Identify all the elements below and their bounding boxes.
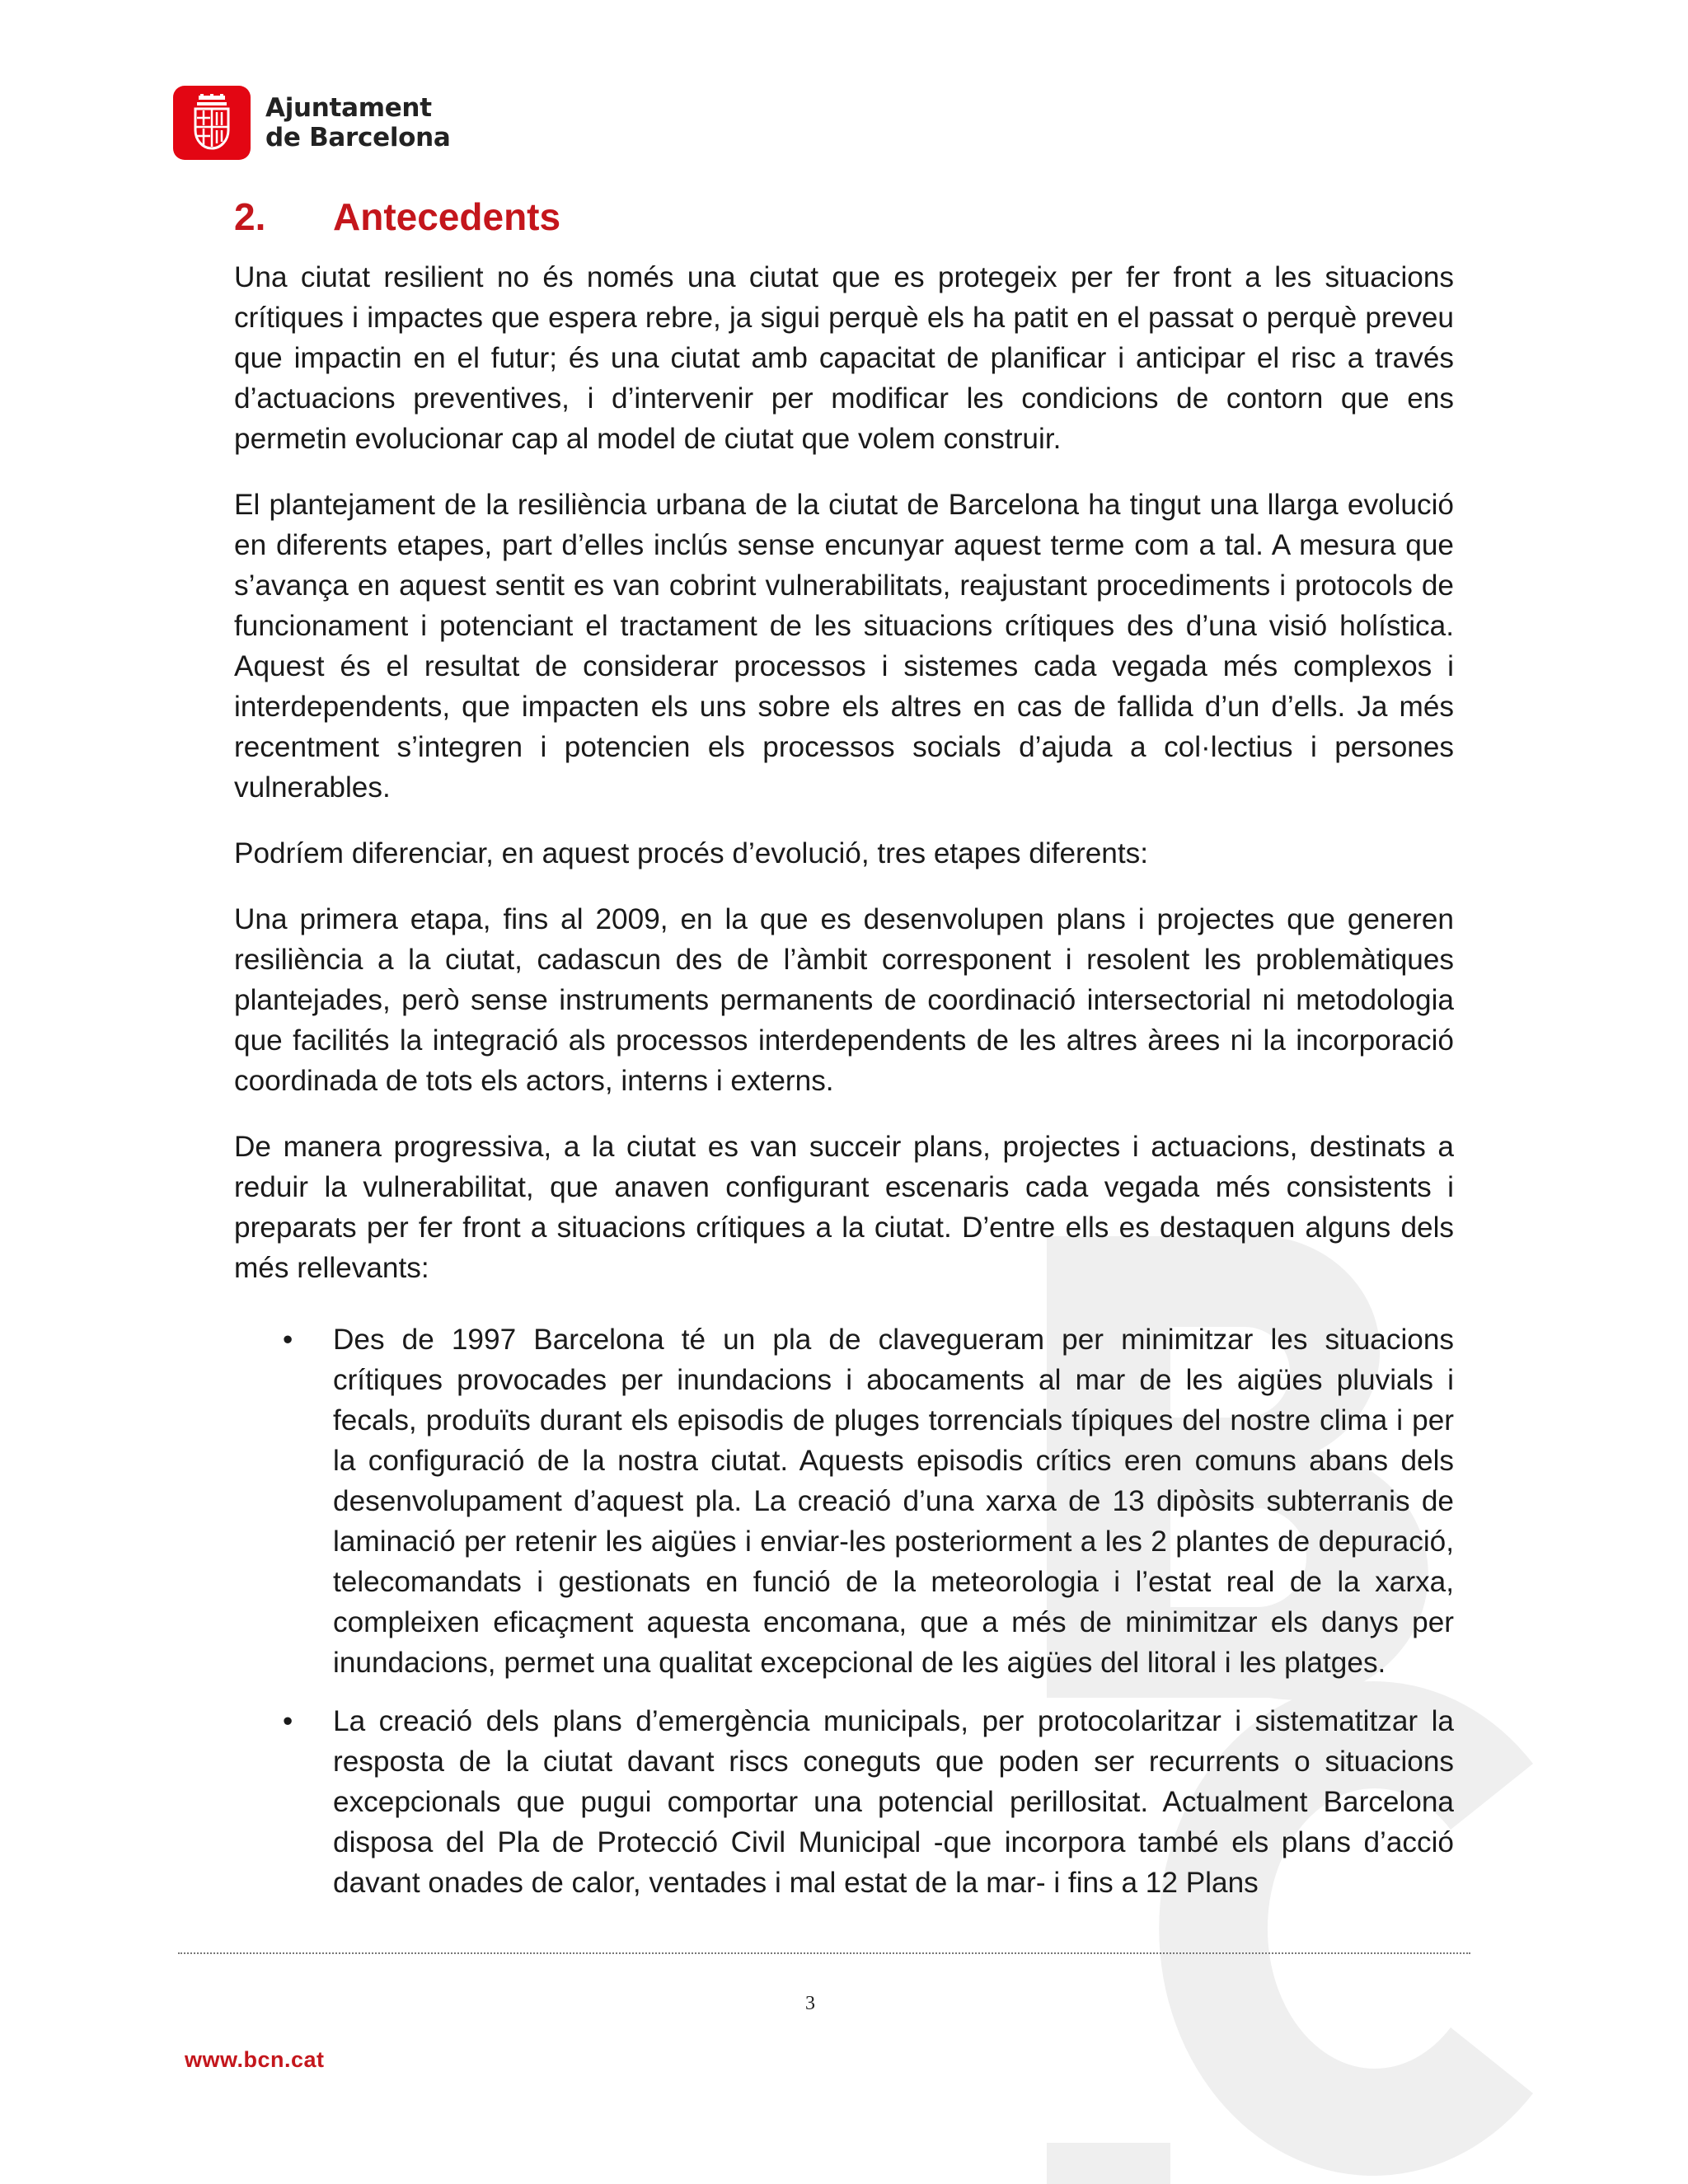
section-title: Antecedents	[333, 195, 561, 238]
ajuntament-logo[interactable]	[173, 86, 451, 160]
bullet-icon: •	[283, 1324, 293, 1356]
list-item-text: Des de 1997 Barcelona té un pla de clavegueram per minimitzar les situacions crítiques provocades per inundacions i abocaments al mar de les aigües pluvials i fecals, produïts durant els episodis de pluges torrencials típiques del nostre clima i per la configuració de la nostra ciutat. Aquests episodis crítics eren comuns abans dels desenvolupament d’aquest pla. La creació d’una xarxa de 13 dipòsits subterranis de laminació per retenir les aigües i enviar-les posteriorment a les 2 plantes de depuració, telecomandats i gestionats en funció de la meteorologia i l’estat real de la xarxa, compleixen eficaçment aquesta encomana, que a més de minimitzar els danys per inundacions, permet una qualitat excepcional de les aigües del litoral i les platges.	[333, 1324, 1454, 1679]
org-line-2: de Barcelona	[265, 123, 451, 152]
document-body	[234, 191, 1454, 1903]
organization-name	[265, 93, 451, 152]
paragraph-resilient-city: Una ciutat resilient no és només una ciutat que es protegeix per fer front a les situacions crítiques i impactes que espera rebre, ja sigui perquè els ha patit en el passat o perquè preveu que impactin en el futur; és una ciutat amb capacitat de planificar i anticipar el risc a través d’actuacions preventives, i d’intervenir per modificar les condicions de contorn que ens permetin evolucionar cap al model de ciutat que volem construir.	[234, 261, 1454, 455]
paragraph-first-stage: Una primera etapa, fins al 2009, en la que es desenvolupen plans i projectes que generen resiliència a la ciutat, cadascun des de l’àmbit corresponent i resolent les problemàtiques plantejades, però sense instruments permanents de coordinació intersectorial ni metodologia que facilités la integració als processos interdependents de les altres àrees ni la incorporació coordinada de tots els actors, interns i externs.	[234, 903, 1454, 1097]
bullet-icon: •	[283, 1705, 293, 1737]
list-item-text: La creació dels plans d’emergència municipals, per protocolaritzar i sistematitzar la resposta de la ciutat davant riscs coneguts que poden ser recurrents o situacions excepcionals que pugui comportar una potencial perillositat. Actualment Barcelona disposa del Pla de Protecció Civil Municipal -que incorpora també els plans d’acció davant onades de calor, ventades i mal estat de la mar- i fins a 12 Plans	[333, 1705, 1454, 1899]
list-item	[234, 1701, 1454, 1903]
paragraph-evolution: El plantejament de la resiliència urbana de la ciutat de Barcelona ha tingut una llarga evolució en diferents etapes, part d’elles inclús sense encunyar aquest terme com a tal. A mesura que s’avança en aquest sentit es van cobrint vulnerabilitats, reajustant procediments i protocols de funcionament i potenciant el tractament de les situacions crítiques des d’una visió holística. Aquest és el resultat de considerar processos i sistemes cada vegada més complexos i interdependents, que impacten els uns sobre els altres en cas de fallida d’un d’ells. Ja més recentment s’integren i potencien els processos socials d’ajuda a col·lectius i persones vulnerables.	[234, 489, 1454, 804]
org-line-1: Ajuntament	[265, 93, 432, 123]
paragraph-progressive: De manera progressiva, a la ciutat es van succeir plans, projectes i actuacions, destinats a reduir la vulnerabilitat, que anaven configurant escenaris cada vegada més consistents i preparats per fer front a situacions crítiques a la ciutat. D’entre ells es destaquen alguns dels més rellevants:	[234, 1131, 1454, 1284]
barcelona-coat-of-arms-icon	[173, 86, 251, 160]
bullet-list	[234, 1319, 1454, 1903]
paragraph-three-stages: Podríem diferenciar, en aquest procés d’evolució, tres etapes diferents:	[234, 837, 1149, 869]
section-heading	[234, 191, 1454, 242]
section-number: 2.	[234, 195, 266, 238]
list-item	[234, 1319, 1454, 1683]
footer-divider	[178, 1952, 1470, 1954]
website-link[interactable]: www.bcn.cat	[185, 2047, 325, 2072]
page-number: 3	[805, 1993, 815, 2014]
